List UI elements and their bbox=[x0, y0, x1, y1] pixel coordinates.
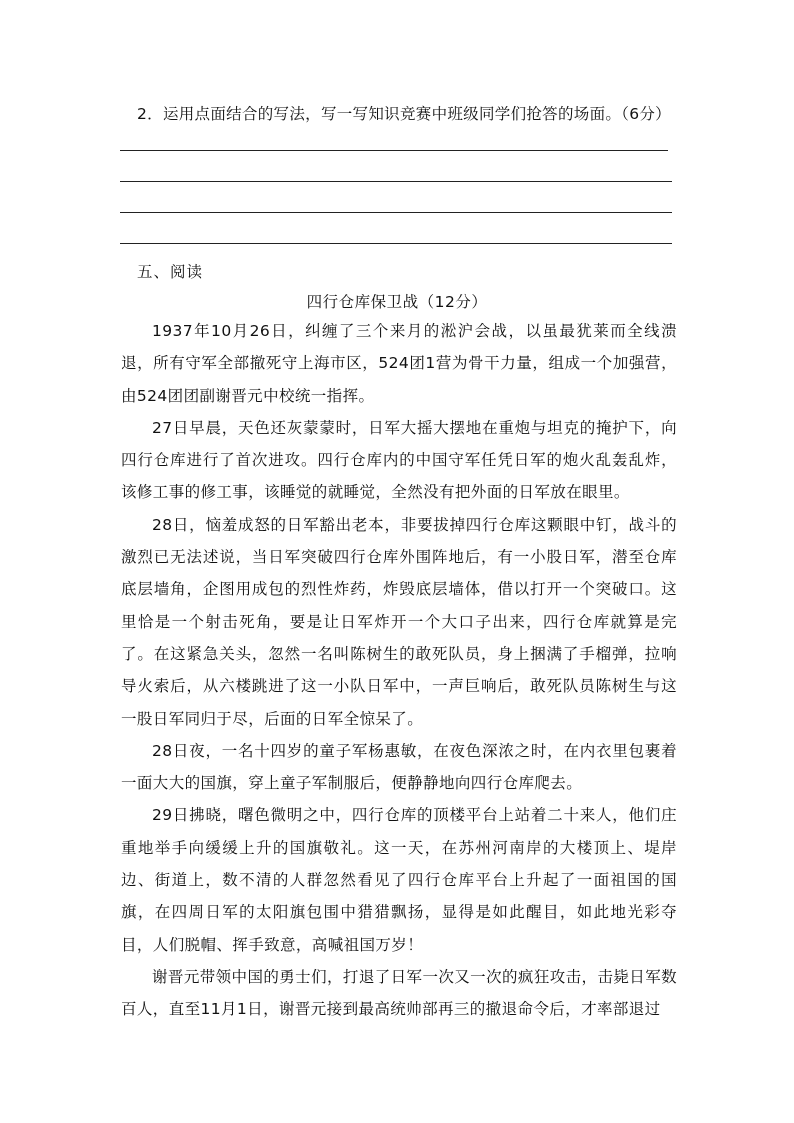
paragraph: 谢晋元带领中国的勇士们，打退了日军一次又一次的疯狂攻击，击毙日军数百人，直至11月1日，谢晋元接到最高统帅部再三的撤退命令后，才率部退过 bbox=[121, 967, 677, 1019]
answer-line-3[interactable] bbox=[120, 212, 672, 213]
section-heading: 五、阅读 bbox=[137, 263, 204, 281]
paragraph: 1937年10月26日，纠缠了三个来月的淞沪会战，以虽最犹莱而全线溃退，所有守军全部撤死守上海市区，524团1营为骨干力量，组成一个加强营，由524团团副谢晋元中校统一指挥。 bbox=[121, 322, 677, 405]
article-title: 四行仓库保卫战（12分） bbox=[306, 293, 488, 311]
question-2-prompt: 2．运用点面结合的写法，写一写知识竞赛中班级同学们抢答的场面。（6分） bbox=[137, 105, 671, 123]
paragraph: 28日，恼羞成怒的日军豁出老本，非要拔掉四行仓库这颗眼中钉，战斗的激烈已无法述说，当日军突破四行仓库外围阵地后，有一小股日军，潜至仓库底层墙角，企图用成包的烈性炸药，炸毁底层墙体，借以打开一个突破口。这里恰是一个射击死角，要是让日军炸开一个大口子出来，四行仓库就算是完了。在这紧急关头，忽然一名叫陈树生的敢死队员，身上捆满了手榴弹，拉响导火索后，从六楼跳进了这一小队日军中，一声巨响后，敢死队员陈树生与这一股日军同归于尽，后面的日军全惊呆了。 bbox=[121, 515, 677, 728]
answer-line-1[interactable] bbox=[120, 150, 668, 151]
answer-line-4[interactable] bbox=[120, 243, 672, 244]
paragraph: 29日拂晓，曙色微明之中，四行仓库的顶楼平台上站着二十来人，他们庄重地举手向缓缓上升的国旗敬礼。这一天，在苏州河南岸的大楼顶上、堤岸边、街道上，数不清的人群忽然看见了四行仓库平台上升起了一面祖国的国旗，在四周日军的太阳旗包围中猎猎飘扬，显得是如此醒目，如此地光彩夺目，人们脱帽、挥手致意，高喊祖国万岁！ bbox=[121, 806, 677, 954]
paragraph: 28日夜，一名十四岁的童子军杨惠敏，在夜色深浓之时，在内衣里包裹着一面大大的国旗，穿上童子军制服后，便静静地向四行仓库爬去。 bbox=[121, 741, 677, 793]
paragraph: 27日早晨，天色还灰蒙蒙时，日军大摇大摆地在重炮与坦克的掩护下，向四行仓库进行了首次进攻。四行仓库内的中国守军任凭日军的炮火乱轰乱炸，该修工事的修工事，该睡觉的就睡觉，全然没有把外面的日军放在眼里。 bbox=[121, 418, 677, 502]
answer-line-2[interactable] bbox=[120, 181, 672, 182]
article-body bbox=[121, 315, 677, 1026]
